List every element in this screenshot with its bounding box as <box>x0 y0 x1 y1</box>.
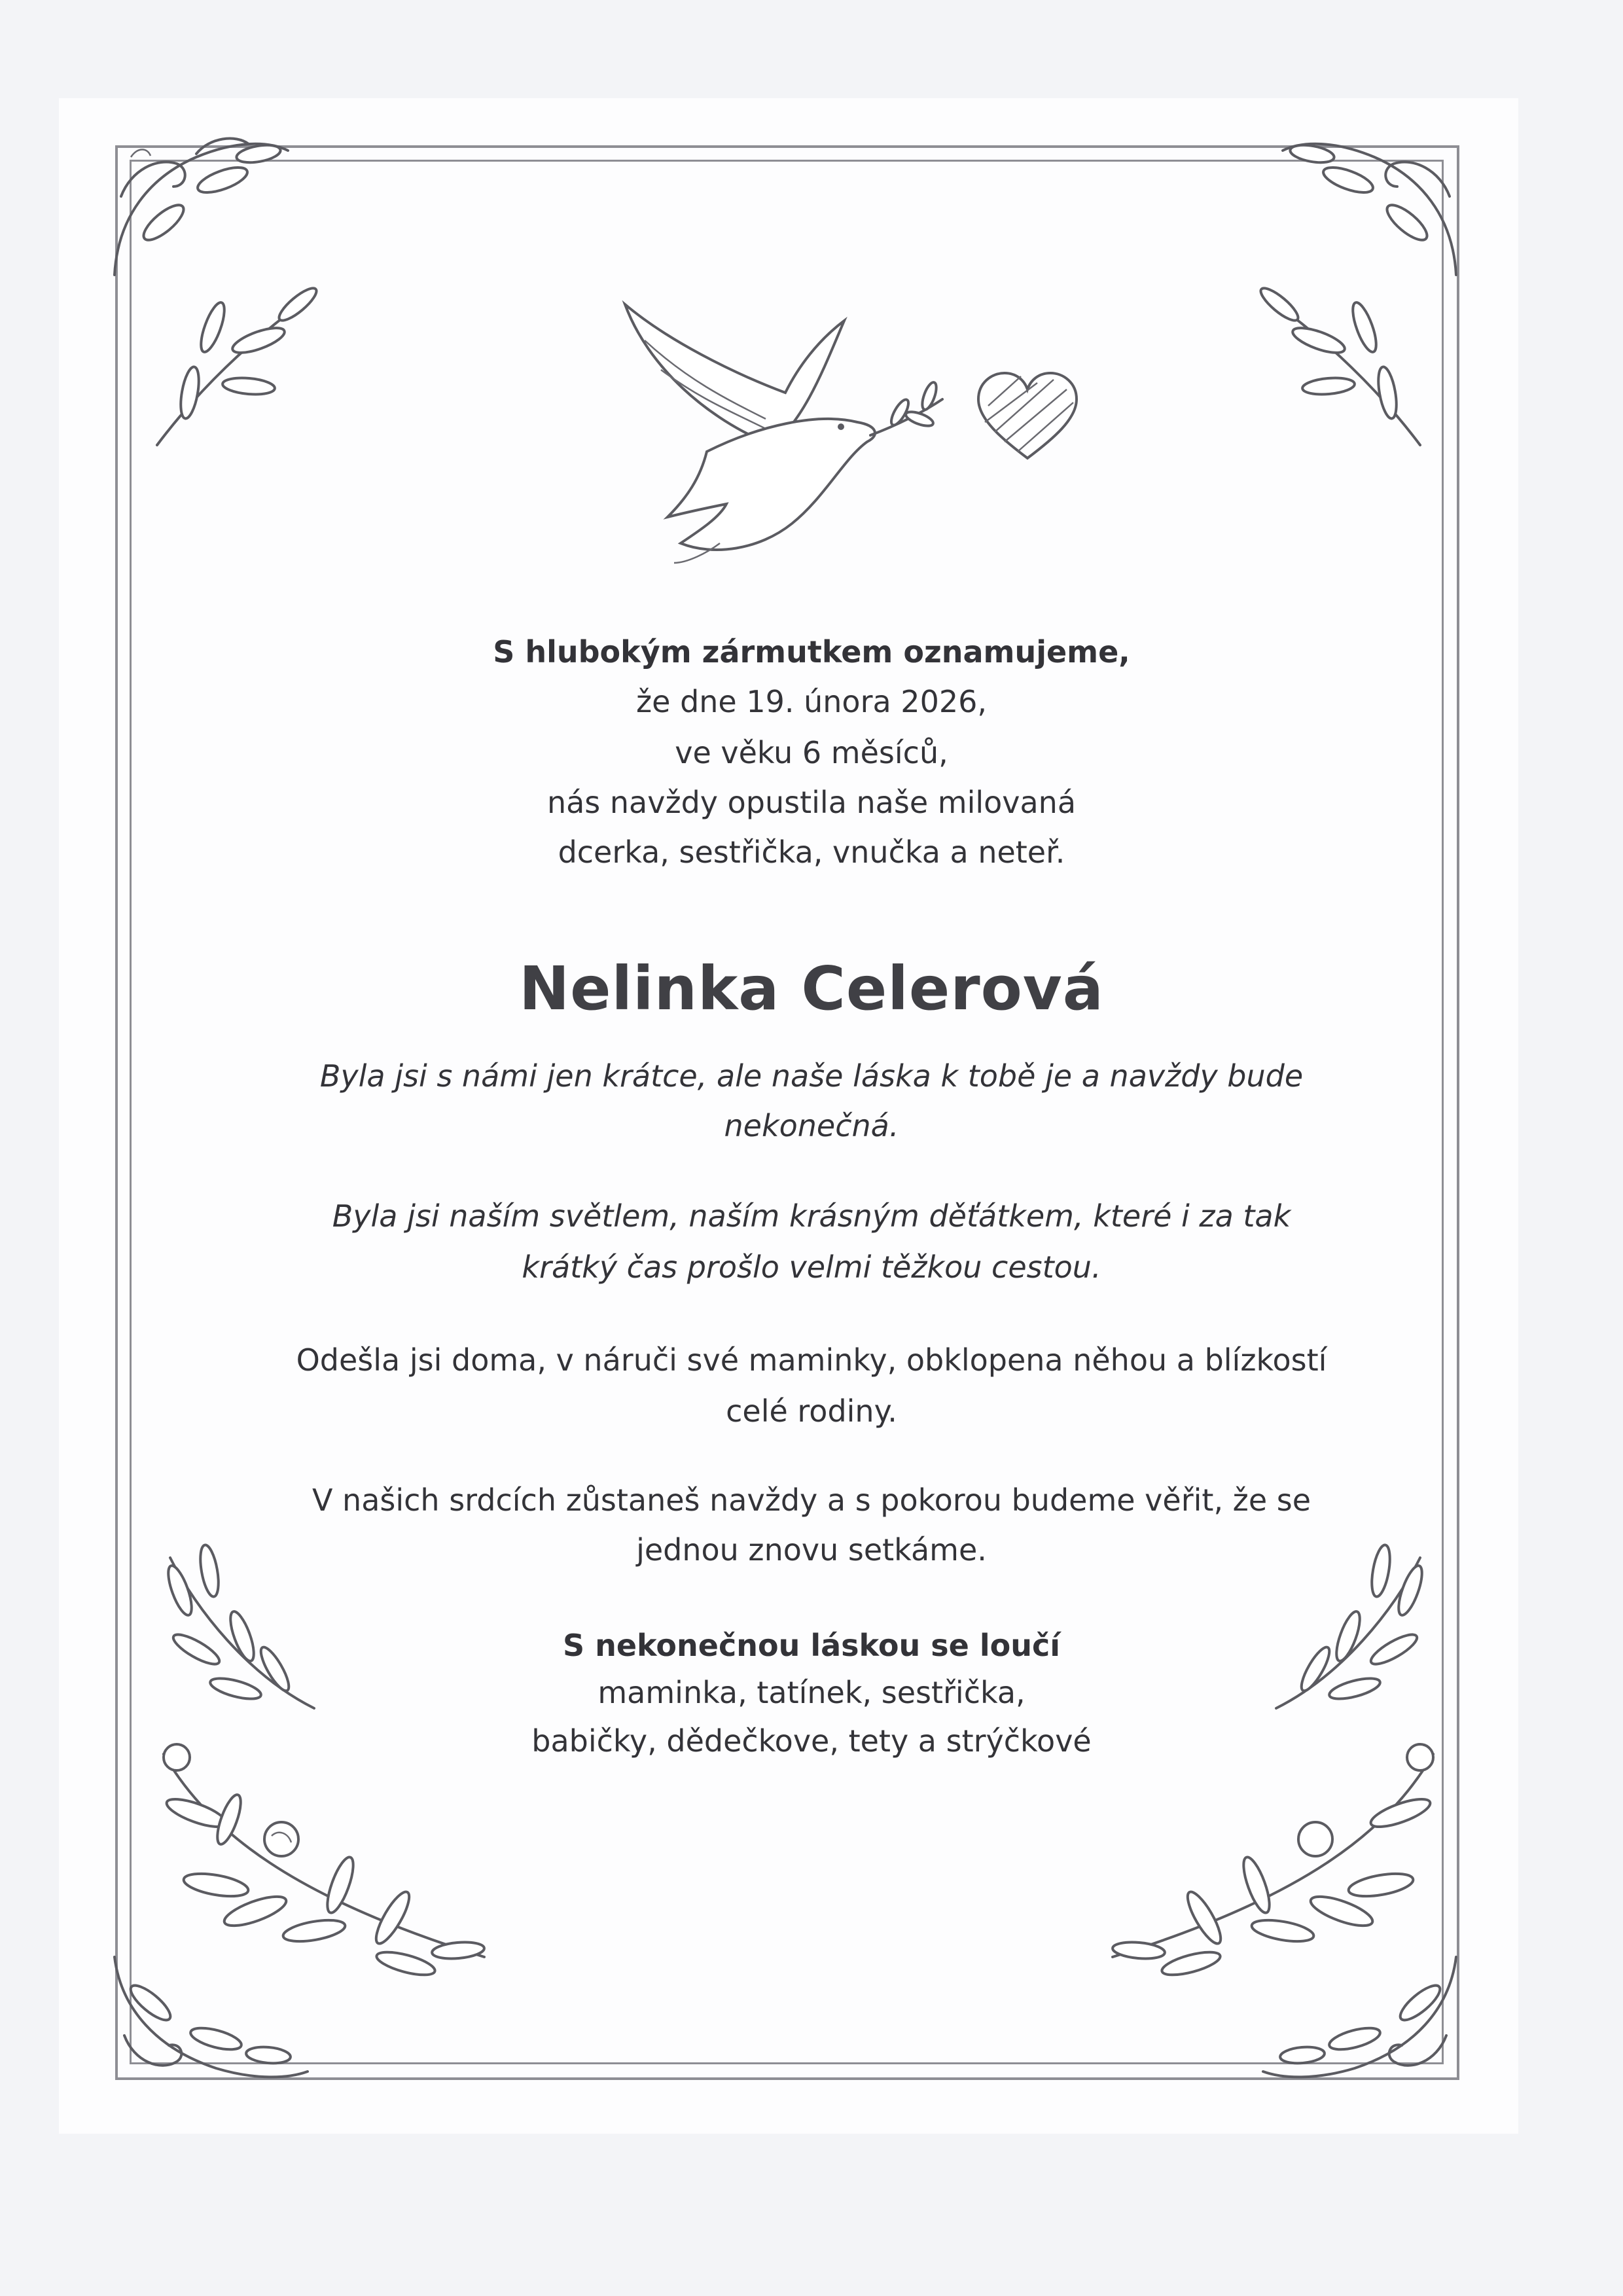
verse-line: Byla jsi naším světlem, naším krásným děťátkem, které i za tak <box>332 1198 1291 1234</box>
verse-line: Odešla jsi doma, v náruči své maminky, obklopena něhou a blízkostí <box>296 1342 1327 1378</box>
farewell-heading: S nekonečnou láskou se loučí <box>562 1628 1061 1663</box>
verse-line: nekonečná. <box>724 1108 899 1143</box>
announcement-heading: S hlubokým zármutkem oznamujeme, <box>493 634 1130 670</box>
farewell-line: maminka, tatínek, sestřička, <box>597 1675 1026 1710</box>
announcement-line: ve věku 6 měsíců, <box>675 735 948 770</box>
announcement-line: že dne 19. února 2026, <box>636 684 987 719</box>
verse-line: Byla jsi s námi jen krátce, ale naše láska k tobě je a navždy bude <box>319 1058 1304 1094</box>
obituary-text <box>196 0 1427 2296</box>
announcement-line: nás navždy opustila naše milovaná <box>546 785 1077 820</box>
farewell-line: babičky, dědečkove, tety a strýčkové <box>531 1723 1092 1759</box>
verse-line: jednou znovu setkáme. <box>636 1532 987 1568</box>
announcement-line: dcerka, sestřička, vnučka a neteř. <box>558 834 1065 870</box>
deceased-name: Nelinka Celerová <box>519 954 1104 1024</box>
verse-line: krátký čas prošlo velmi těžkou cestou. <box>522 1249 1101 1285</box>
verse-line: celé rodiny. <box>726 1393 897 1429</box>
verse-line: V našich srdcích zůstaneš navždy a s pokorou budeme věřit, že se <box>312 1482 1311 1518</box>
